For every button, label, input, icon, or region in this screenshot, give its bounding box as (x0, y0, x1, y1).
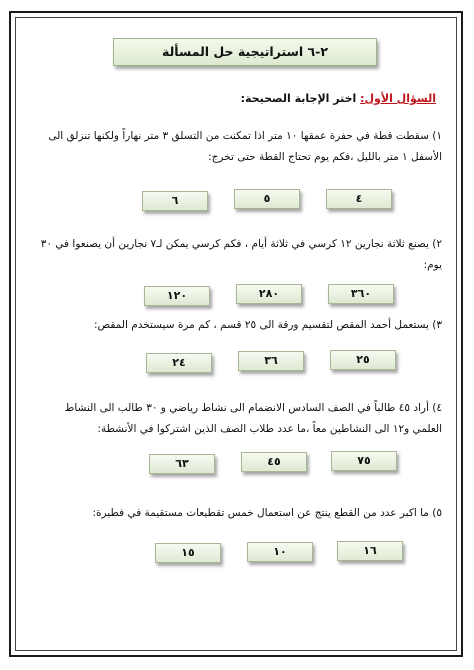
q4-option-3[interactable]: ٧٥ (331, 451, 397, 471)
q2-option-1[interactable]: ١٢٠ (144, 286, 210, 306)
question-2: ٢) يصنع ثلاثة نجارين ١٢ كرسي في ثلاثة أيام ، فكم كرسي يمكن لـ٧ نجارين أن يصنعوا في ٣٠ يوم: (40, 238, 442, 271)
question-3: ٣) يستعمل أحمد المقص لتقسيم ورقة الى ٢٥ قسم ، كم مرة سيستخدم المقص: (93, 319, 442, 331)
section-heading (241, 92, 436, 105)
q1-option-2[interactable]: ٥ (234, 189, 300, 209)
q3-option-1[interactable]: ٢٤ (146, 353, 212, 373)
question-4: ٤) أراد ٤٥ طالباً في الصف السادس الانضمام الى نشاط رياضي و ٣٠ طالب الى النشاط العلمي و١٢ الى النشاطين معاً ،ما عدد طلاب الصف الذين اشتركوا في الأنشطة: (64, 402, 442, 435)
question-1: ١) سقطت قطة في حفرة عمقها ١٠ متر اذا تمكنت من التسلق ٣ متر نهاراً ولكنها تنزلق الى الأسفل ١ متر بالليل ،فكم يوم تحتاج القطة حتى تخرج: (48, 130, 442, 163)
q4-option-1[interactable]: ٦٣ (149, 454, 215, 474)
section-label: السؤال الأول: (360, 92, 436, 105)
q5-option-3[interactable]: ١٦ (337, 541, 403, 561)
question-5: ٥) ما اكبر عدد من القطع ينتج عن استعمال خمس تقطيعات مستقيمة في فطيرة: (92, 507, 442, 519)
q2-option-2[interactable]: ٢٨٠ (236, 284, 302, 304)
lesson-title: ٢-٦ استراتيجية حل المسألة (113, 38, 377, 66)
q2-option-3[interactable]: ٣٦٠ (328, 284, 394, 304)
q5-option-1[interactable]: ١٥ (155, 543, 221, 563)
q3-option-2[interactable]: ٣٦ (238, 351, 304, 371)
q3-option-3[interactable]: ٢٥ (330, 350, 396, 370)
q4-option-2[interactable]: ٤٥ (241, 452, 307, 472)
q5-option-2[interactable]: ١٠ (247, 542, 313, 562)
q1-option-3[interactable]: ٤ (326, 189, 392, 209)
q1-option-1[interactable]: ٦ (142, 191, 208, 211)
section-instruction: اختر الإجابة الصحيحة: (240, 92, 361, 105)
